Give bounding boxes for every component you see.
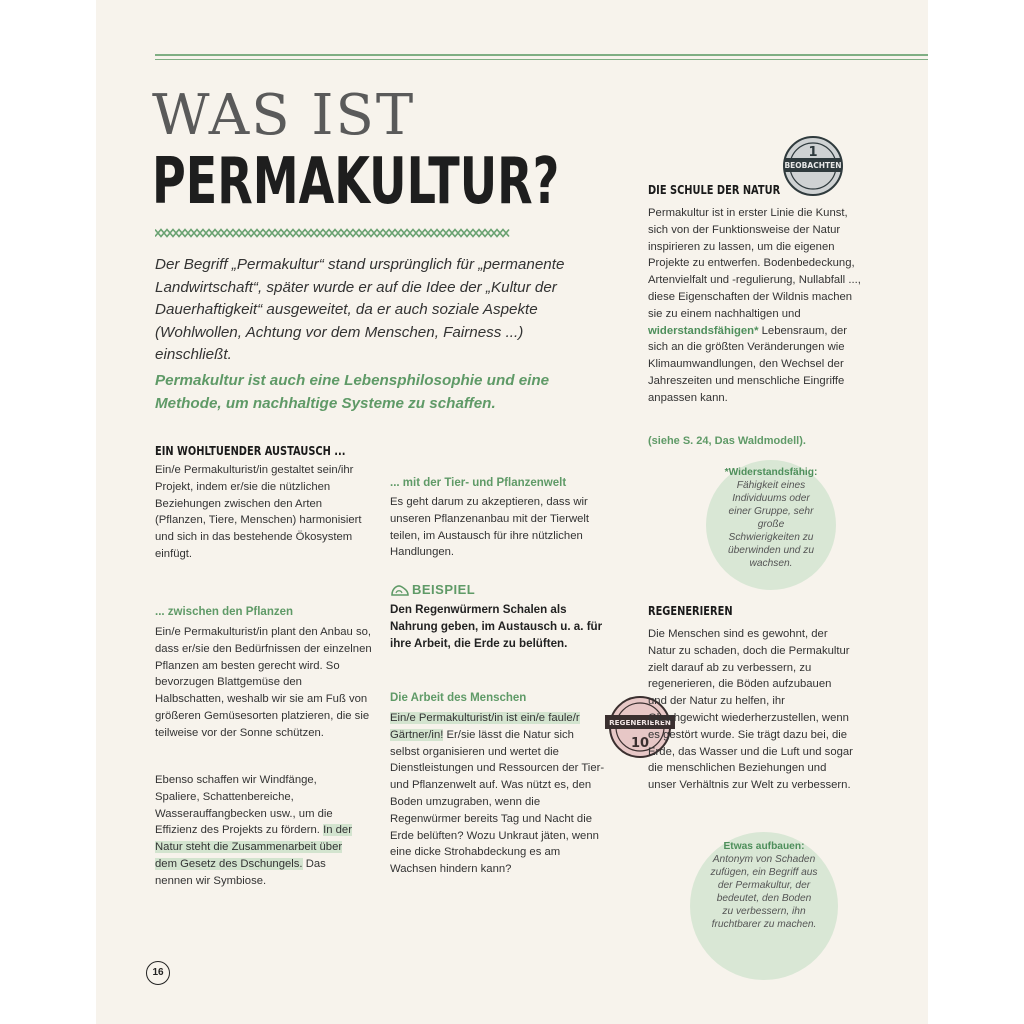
heading-regenerieren: REGENERIEREN: [648, 604, 733, 618]
col1-p3-text-a: Ebenso schaffen wir Windfänge, Spaliere, Schattenbereiche, Wasserauffangbecken usw., um die Effizienz des Projekts zu fördern.: [155, 774, 333, 837]
stamp-regenerieren-label: REGENERIEREN: [609, 718, 671, 727]
col1-p3-text-b: Das nennen wir Symbiose.: [155, 857, 326, 887]
col1-p3-highlight: In der Natur steht die Zusammenarbeit über dem Gesetz des Dschungels.: [155, 824, 352, 870]
col1-paragraph-1: Ein/e Permakulturist/in gestaltet sein/ihr Projekt, indem er/sie die nützlichen Beziehungen zwischen den Arten (Pflanzen, Tiere, Menschen) harmonisiert und sich in das bestehende Ökosystem einfügt.: [155, 464, 362, 560]
col3-paragraph-1: [648, 205, 866, 407]
sub-zwischen-pflanzen: ... zwischen den Pflanzen: [155, 606, 294, 618]
intro-text: Der Begriff „Permakultur“ stand ursprünglich für „permanente Landwirtschaft“, später wurde er auf die Idee der „Kultur der Dauerhaftigkeit“ ausgeweitet, da er auch soziale Aspekte (Wohlwollen, Achtung vor dem Menschen, Fairness ...) einschließt.: [155, 256, 565, 363]
col2-p2-highlight: Ein/e Permakulturist/in ist ein/e faule/r Gärtner/in!: [390, 712, 580, 741]
glossary-text-1: Fähigkeit eines Individuums oder einer Gruppe, sehr große Schwierigkeiten zu überwinden und zu wachsen.: [727, 480, 815, 569]
col3-p1-text-a: Permakultur ist in erster Linie die Kunst, sich von der Funktionsweise der Natur inspirieren zu lassen, um die eigenen Projekte zu entwerfen. Bodenbedeckung, Artenvielfalt und -regulierung, Nullabfall ..., diese Eigenschaften der Wildnis machen sie zu einem nachhaltigen und: [648, 207, 861, 320]
stamp-beobachten: [781, 134, 845, 198]
glossary-text-2: Antonym von Schaden zufügen, ein Begriff aus der Permakultur, der bedeutet, den Boden zu verbessern, ihn fruchtbarer zu machen.: [710, 854, 818, 930]
sub-tier-pflanzenwelt: ... mit der Tier- und Pflanzenwelt: [390, 477, 567, 489]
heading-austausch: EIN WOHLTUENDER AUSTAUSCH ...: [155, 444, 346, 458]
col3-p1-text-c: Lebensraum, der sich an die größten Veränderungen wie Klimaumwandlungen, den Wechsel der Jahreszeiten und menschliche Eingriffe anpassen kann.: [648, 324, 848, 404]
beispiel-text: Den Regenwürmern Schalen als Nahrung geben, im Austausch u. a. für ihre Arbeit, die Erde zu belüften.: [390, 603, 603, 650]
title-line-1: WAS IST: [152, 83, 416, 148]
title-line-2: PERMAKULTUR?: [152, 145, 560, 219]
sub-arbeit-menschen: Die Arbeit des Menschen: [390, 692, 527, 704]
top-rule: [155, 54, 928, 60]
stamp-beobachten-label: BEOBACHTEN: [784, 161, 842, 170]
page-number: 16: [146, 961, 170, 985]
col1-paragraph-2: Ein/e Permakulturist/in plant den Anbau so, dass er/sie den Bedürfnissen der einzelnen Pflanzen am besten gerecht wird. So bevorzugen Blattgemüse den Halbschatten, weshalb wir sie am Fuß von größeren Gemüsesorten platzieren, die sie teilweise vor der Sonne schützen.: [155, 626, 372, 739]
beispiel-label: BEISPIEL: [412, 582, 476, 597]
col2-p2-text: Er/sie lässt die Natur sich selbst organisieren und wertet die Dienstleistungen und Ressourcen der Tier- und Pflanzenwelt auf. Was nützt es, den Boden umzugraben, wenn die Regenwürmer bereits Tag und Nacht die Erde belüften? Wozu Unkraut jäten, wenn eine dicke Strohabdeckung es am Wachsen hindern kann?: [390, 728, 605, 876]
glossary-circle-widerstandsfaehig: [706, 460, 836, 590]
glossary-title-2: Etwas aufbauen:: [723, 841, 805, 852]
glossary-title-1: *Widerstandsfähig:: [724, 467, 818, 478]
intro-highlight: Permakultur ist auch eine Lebensphilosophie und eine Methode, um nachhaltige Systeme zu schaffen.: [155, 372, 550, 412]
col3-paragraph-2: Die Menschen sind es gewohnt, der Natur zu schaden, doch die Permakultur zielt darauf ab zu verbessern, zu regenerieren, die Böden aufzubauen und der Natur zu helfen, ihr Gleichgewicht wiederherzustellen, wenn es gestört wurde. Sie trägt dazu bei, die Erde, das Wasser und die Luft und sogar die menschlichen Beziehungen und unser Verhältnis zur Welt zu verbessern.: [648, 628, 853, 792]
col1-paragraph-3: [155, 772, 360, 890]
stamp-regenerieren-number: 10: [630, 736, 650, 751]
worm-icon: [390, 582, 410, 600]
col2-paragraph-2: [390, 710, 605, 878]
col3-p1-emphasis: widerstandsfähigen*: [648, 324, 759, 337]
heading-schule-natur: DIE SCHULE DER NATUR: [648, 183, 781, 197]
glossary-circle-aufbauen: [690, 832, 838, 980]
zigzag-divider: [155, 228, 515, 238]
col2-paragraph-1: Es geht darum zu akzeptieren, dass wir unseren Pflanzenanbau mit der Tierwelt teilen, im Austausch für ihre nützlichen Handlungen.: [390, 496, 590, 559]
stamp-beobachten-number: 1: [808, 145, 818, 160]
reference-waldmodell: (siehe S. 24, Das Waldmodell).: [648, 435, 806, 447]
